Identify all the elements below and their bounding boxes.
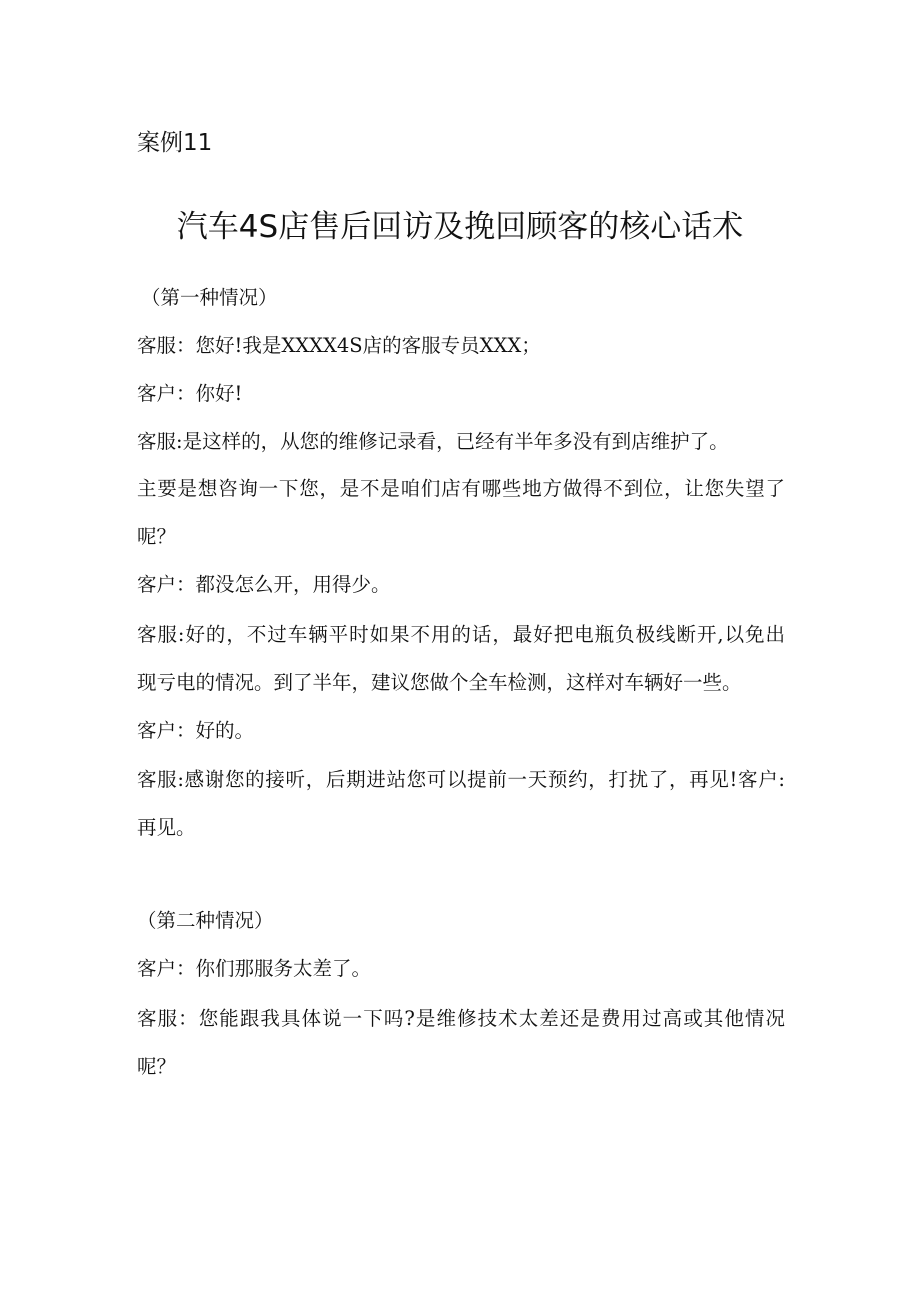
dialogue-line: 再见。: [137, 816, 196, 839]
dialogue-line: 客户：好的。: [137, 719, 255, 742]
dialogue-line: 现亏电的情况。到了半年，建议您做个全车检测，这样对车辆好一些。: [137, 671, 742, 694]
dialogue-line: 客服：您好!我是XXXX4S店的客服专员XXX；: [137, 334, 541, 357]
section-heading: （第一种情况）: [141, 286, 278, 309]
dialogue-line: 呢？: [137, 1055, 177, 1078]
section-heading: （第二种情况）: [137, 909, 274, 932]
document-title: 汽车4S店售后回访及挽回顾客的核心话术: [176, 209, 744, 245]
case-label: 案例11: [137, 130, 213, 156]
dialogue-line: 主要是想咨询一下您，是不是咱们店有哪些地方做得不到位，让您失望了: [137, 477, 785, 500]
dialogue-line: 客户：都没怎么开，用得少。: [137, 573, 391, 596]
dialogue-line: 客服：您能跟我具体说一下吗?是维修技术太差还是费用过高或其他情况: [137, 1007, 785, 1030]
dialogue-line: 客服:是这样的，从您的维修记录看，已经有半年多没有到店维护了。: [137, 430, 729, 453]
dialogue-line: 呢？: [137, 525, 177, 548]
dialogue-line: 客户：你们那服务太差了。: [137, 957, 372, 980]
dialogue-line: 客服:好的，不过车辆平时如果不用的话，最好把电瓶负极线断开,以免出: [137, 623, 785, 646]
dialogue-line: 客户：你好!: [137, 382, 243, 405]
dialogue-line: 客服:感谢您的接听，后期进站您可以提前一天预约，打扰了，再见!客户:: [137, 768, 785, 791]
